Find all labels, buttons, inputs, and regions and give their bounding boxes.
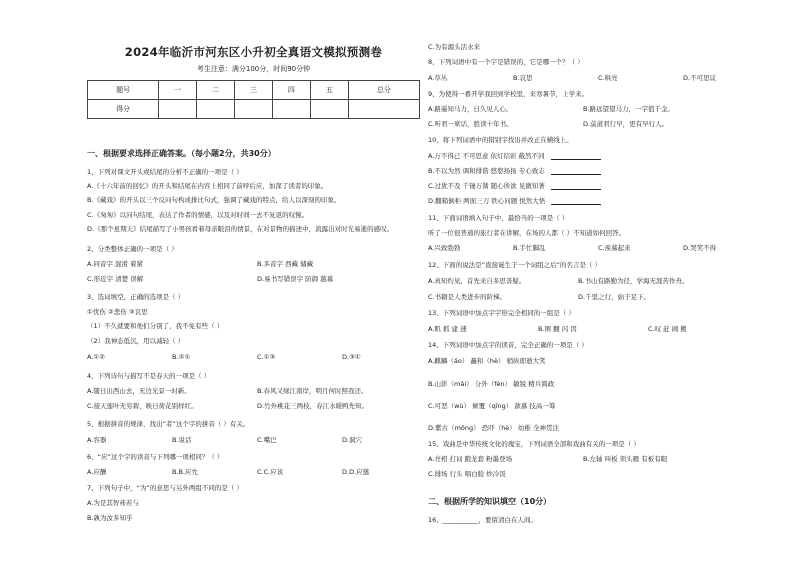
option[interactable]: D.莫道君行早，更有早行人。 (583, 120, 669, 128)
score-cell[interactable] (272, 100, 310, 119)
question-line: C.《匆匆》以问句结尾，表达了作者的情感，以及对时间一去不复返的叹惋。 (87, 211, 309, 219)
section-heading-2: 二、根据所学的知识填空（10分） (428, 497, 552, 506)
option[interactable]: C.听君一席话，胜读十年书。 (428, 120, 513, 128)
option[interactable]: D.紫古（mǒng） 恐吓（hè） 幼稚 全神贯注 (428, 424, 559, 432)
option[interactable]: C.羡慕起来 (598, 244, 631, 252)
question-line: 5、根据拼音的规律，找出“者”这个字的拼音（ ）有关。 (87, 420, 250, 428)
answer-blank[interactable] (551, 167, 601, 175)
option[interactable]: B.路远望望马力，一字值千金。 (583, 105, 675, 113)
score-header-cell: 一 (159, 81, 197, 100)
option[interactable]: B.说话 (172, 436, 192, 444)
question-line: D.《那个星期天》结尾描写了小男孩看着母亲眼泪的情景，在对景物的描述中，流露出对时光易逝的感叹。 (87, 225, 394, 233)
question-line: 2、分类整体正确的一项是（ ） (87, 245, 178, 253)
option[interactable]: D.千里之行，始于足下。 (578, 293, 651, 301)
score-header-cell: 总分 (348, 81, 419, 100)
option[interactable] (428, 167, 601, 175)
score-row-label: 得分 (88, 100, 159, 119)
option[interactable]: D.哭笑不得 (683, 244, 717, 252)
question-line: 听了一位很普通的旅行者在讲解，在场的人都（ ）不知道如何回答。 (428, 229, 626, 237)
option[interactable] (428, 197, 601, 205)
question-line: （1）不久就要和他们分别了，我不免有些（ ） (87, 322, 224, 330)
option[interactable]: A.兴致勃勃 (428, 244, 461, 252)
question-line: ①忧伤 ②悲伤 ③哀思 (87, 308, 148, 316)
option[interactable]: A.同音字 混淆 着紧 (87, 260, 144, 268)
answer-blank[interactable] (551, 152, 601, 160)
fill-blank-question[interactable]: 16、___________，要留清白在人间。 (428, 516, 538, 524)
score-cell[interactable] (348, 100, 419, 119)
option[interactable]: C.C.应该 (257, 468, 284, 476)
question-line: 15、戏曲是中华传统文化的瑰宝，下列词语全部和戏曲有关的一项是（ ） (428, 440, 640, 448)
option[interactable]: A.真知灼见，首先来自多思善疑。 (428, 277, 526, 285)
question-line: 10、将下列词语中的错别字找出并改正在横线上。 (428, 136, 573, 144)
question-line: 9、为使得一番开学我回到学校里，来寒暑节，上学来。 (428, 90, 589, 98)
question-line: 7、下列句子中，“为”的意思与另外两组不同的是（ ） (87, 484, 243, 492)
score-header-cell: 五 (310, 81, 348, 100)
score-cell[interactable] (235, 100, 273, 119)
score-cell[interactable] (310, 100, 348, 119)
question-line: 1、下列对课文开头或结尾的分析不正确的一项是（ ） (87, 168, 243, 176)
question-line: 3、选词填空，正确的选项是（ ） (87, 293, 185, 301)
question-line: 14、下列词语中加点字的读音，完全正确的一项是（ ） (428, 341, 588, 349)
score-header-row (88, 81, 420, 100)
option[interactable]: B.左轴 叫板 领头雁 有板有眼 (583, 455, 668, 463)
option[interactable]: A.应酬 (87, 468, 107, 476)
option-text: C.过犹不及 千锤万凿 随心所欲 见微知著 (428, 182, 545, 190)
option[interactable]: C.排场 行头 唱白脸 炒冷饭 (428, 470, 506, 478)
option[interactable]: D.易书写错误字 防御 越幕 (257, 275, 334, 283)
option[interactable]: D.③① (342, 353, 361, 361)
question-line: 12、下面的说法是“直接诞生于一个词组之后”的名言是（ ） (428, 261, 602, 269)
question-line: A.《十六年前的回忆》的开头和结尾在内容上相同了前呼后应，加深了读者的印象。 (87, 182, 328, 190)
option[interactable]: A.路遥知马力，日久见人心。 (428, 105, 513, 113)
question-line: 13、下列词语中加点字字形完全相同的一组是（ ） (428, 309, 575, 317)
question-line: （2）我神态低沉，用以减轻（ ） (87, 337, 185, 345)
option[interactable]: C.嘴巴 (257, 436, 277, 444)
option[interactable]: A.肌 抓 建 速 (428, 325, 467, 333)
option[interactable]: A.容器 (87, 436, 107, 444)
option[interactable]: A.草丛 (428, 74, 448, 82)
question-line[interactable]: C.接天莲叶无穷碧，映日荷花别样红。 (87, 402, 198, 410)
section-heading-1: 一、根据要求选择正确答案。（每小题2分，共30分） (87, 149, 276, 158)
score-cell[interactable] (159, 100, 197, 119)
option-text: A.万不得已 不可思意 依灯结彩 截然不同 (428, 152, 545, 160)
option[interactable]: C.叹 赶 闹 搬 (648, 325, 687, 333)
option-text: D.翻箱倒柜 两面三刀 铁心问题 悦然大悟 (428, 197, 546, 205)
question-line[interactable]: A.随日出西山去，无边光景一时新。 (87, 387, 191, 395)
option[interactable]: B.多音字 西藏 储藏 (257, 260, 314, 268)
option[interactable]: B.B.应允 (172, 468, 199, 476)
score-table (87, 80, 420, 119)
option[interactable]: D.不可思议 (683, 74, 717, 82)
question-line: B.《藏戏》的开头以三个反问句构成排比句式，强调了藏戏的特点，给人以深刻的印象。 (87, 196, 341, 204)
option[interactable]: C.书籍是人类进步的阶梯。 (428, 293, 507, 301)
option[interactable]: B.②① (172, 353, 191, 361)
score-header-cell: 二 (197, 81, 235, 100)
option[interactable]: A.①② (87, 353, 106, 361)
option[interactable]: B.春风又绿江南岸，明月何时照我还。 (257, 387, 368, 395)
option[interactable]: B.哀思 (513, 74, 533, 82)
option[interactable]: A.麒麟（áo） 矗和（hè） 稍纵即逝大笑 (428, 357, 546, 365)
option[interactable]: D.D.应邀 (342, 468, 370, 476)
score-header-cell: 三 (235, 81, 273, 100)
option[interactable]: C.可恶（wù） 倾覆（qīng） 歆慕 技高一筹 (428, 402, 556, 410)
score-row (88, 100, 420, 119)
score-header-cell: 四 (272, 81, 310, 100)
option[interactable]: D.洞穴 (342, 436, 363, 444)
score-cell[interactable] (197, 100, 235, 119)
score-header-cell: 题号 (88, 81, 159, 100)
question-line: 8、下列词语中有一个字是错误的，它是哪一个？（ ） (428, 58, 584, 66)
question-line: 4、下列诗句与描写不是春天的一项是（ ） (87, 372, 211, 380)
option[interactable]: B.手忙脚乱 (513, 244, 546, 252)
option[interactable]: D.竹外桃花三两枝，春江水暖鸭先知。 (257, 402, 369, 410)
option[interactable]: A.亮相 打词 跑龙套 粉墨登场 (428, 455, 513, 463)
option[interactable]: C.哄亮 (598, 74, 618, 82)
option[interactable]: C.为有源头活水来 (428, 43, 481, 51)
option[interactable]: B.围 翻 闪 因 (538, 325, 577, 333)
option[interactable] (428, 152, 601, 160)
option[interactable]: B.山影（mǎi） 分外（fèn） 敏锐 精兵简政 (428, 380, 555, 388)
answer-blank[interactable] (551, 182, 601, 190)
page-title: 2024年临沂市河东区小升初全真语文模拟预测卷 (124, 45, 383, 59)
option[interactable]: C.形近字 清楚 误解 (87, 275, 144, 283)
option[interactable]: B.孰为汝多知乎 (87, 514, 133, 522)
answer-blank[interactable] (551, 197, 601, 205)
question-line: 11、下面词语填入句子中，最恰当的一项是（ ） (428, 214, 569, 222)
question-line: 6、“应”这个字的读音与下列哪一项相同？（ ） (87, 453, 224, 461)
option[interactable] (428, 182, 601, 190)
option[interactable]: C.①③ (257, 353, 276, 361)
option[interactable]: B.书山有路勤为径，学海无涯苦作舟。 (578, 277, 689, 285)
exam-notice: 考生注意：满分100分，时间90分钟 (196, 65, 311, 73)
option-text: B.不以为然 调和排谐 悠悠扬扬 专心致志 (428, 167, 545, 175)
option[interactable]: A.为是其智弗若与 (87, 499, 139, 507)
